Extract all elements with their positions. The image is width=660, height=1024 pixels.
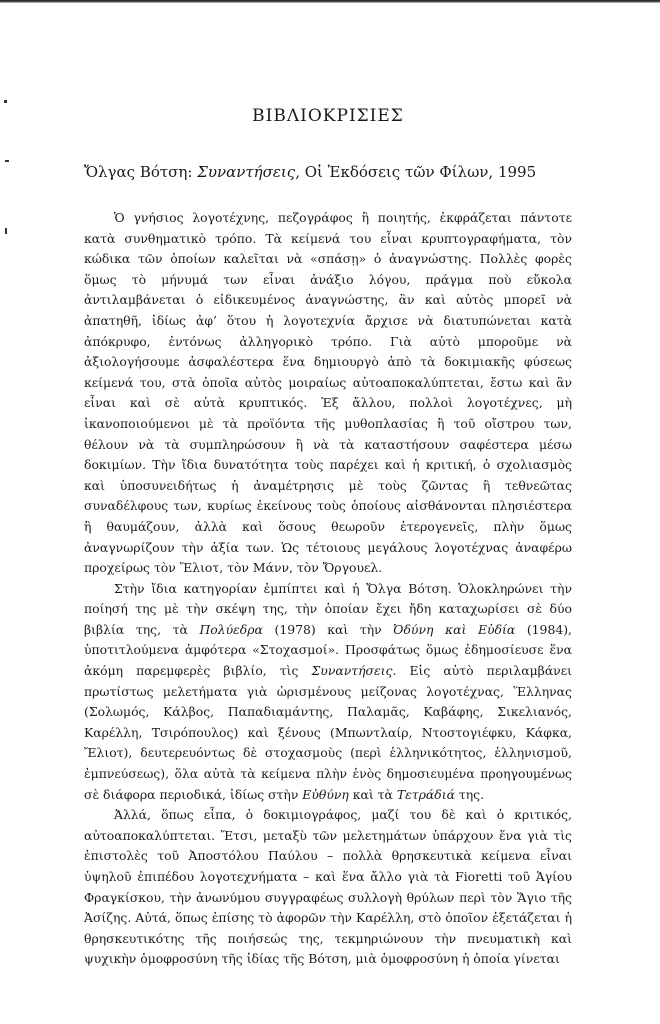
page-title: ΒΙΒΛΙΟΚΡΙΣΙΕΣ — [252, 106, 404, 126]
scan-speck — [5, 160, 9, 162]
paragraph-2-text: καὶ τὰ — [348, 786, 397, 802]
paragraph-1: Ὁ γνήσιος λογοτέχνης, πεζογράφος ἢ ποιητής, ἐκφράζεται πάντοτε κατὰ συνθηματικὸ τρόπο. Τὰ κείμενά του εἶναι κρυπτογραφήματα, τὸν κώδικα τῶν ὁποίων καλεῖται νὰ «σπάσῃ» ὁ ἀναγνώστης. Πολλὲς φορὲς ὅμως τὸ μήνυμά των εἶναι ἀνάξιο λόγου, πράγμα ποὺ εὔκολα ἀντιλαμβάνεται ὁ εἰδικευμένος ἀναγνώστης, ἂν καὶ αὐτὸς μπορεῖ νὰ ἀπατηθῆ, ἰδίως ἀφ’ ὅτου ἡ λογοτεχνία ἄρχισε νὰ διατυπώνεται κατὰ ἀπόκρυφο, ἐντόνως ἀλληγορικὸ τρόπο. Γιὰ αὐτὸ μποροῦμε νὰ ἀξιολογήσουμε ἀσφαλέστερα ἕνα δημιουργὸ ἀπὸ τὰ δοκιμιακῆς φύσεως κείμενά του, στὰ ὁποῖα αὐτὸς μοιραίως αὐτοαποκαλύπτεται, ἔστω καὶ ἂν εἶναι καὶ σὲ αὐτὰ κρυπτικός. Ἐξ ἄλλου, πολλοὶ λογοτέχνες, μὴ ἱκανοποιούμενοι μὲ τὰ προϊόντα τῆς μυθοπλασίας ἢ τοῦ οἴστρου των, θέλουν νὰ τὰ συμπληρώσουν ἢ νὰ τὰ καταστήσουν σαφέστερα μέσω δοκιμίων. Τὴν ἴδια δυνατότητα τοὺς παρέχει καὶ ἡ κριτική, ὁ σχολιασμὸς καὶ ὑποσυνειδήτως ἡ ἀναμέτρησις μὲ τοὺς ζῶντας ἢ τεθνεῶτας συναδέλφους των, κυρίως ἐκείνους τοὺς ὁποίους αἰσθάνονται πλησιέστερα ἢ θαυμάζουν, ἀλλὰ καὶ ὅσους θεωροῦν ἑτερογενεῖς, πλὴν ὅμως ἀναγνωρίζουν τὴν ἀξία των. Ὡς τέτοιους μεγάλους λογοτέχνας ἀναφέρω προχείρως τὸν Ἔλιοτ, τὸν Μάνν, τὸν Ὄργουελ. — [84, 210, 572, 576]
paragraph-2-text: (1984), ὑποτιτλούμενα ἀμφότερα «Στοχασμοί». Προσφάτως ὅμως ἐδημοσίευσε ἕνα ἀκόμη παρεμφερὲς βιβλίο, τὶς — [84, 621, 572, 679]
review-book-title: Συναντήσεις — [197, 163, 296, 181]
paragraph-2-text: Στὴν ἴδια κατηγορίαν ἐμπίπτει καὶ ἡ Ὄλγα Βότση. Ὁλοκληρώνει τὴν ποίησή της μὲ τὴν σκέψη της, τὴν ὁποίαν ἔχει ἤδη καταχωρίσει σὲ δύο βιβλία της, τὰ — [84, 580, 572, 637]
paragraph-3: Ἀλλά, ὅπως εἶπα, ὁ δοκιμιογράφος, μαζί του δὲ καὶ ὁ κριτικός, αὐτοαποκαλύπτεται. Ἔτσι, μεταξὺ τῶν μελετημάτων ὑπάρχουν ἕνα γιὰ τὶς ἐπιστολὲς τοῦ Ἀποστόλου Παύλου – πολλὰ θρησκευτικὰ κείμενα εἶναι ὑψηλοῦ ἐπιπέδου λογοτεχνήματα – καὶ ἕνα ἄλλο γιὰ τὰ Fioretti τοῦ Ἁγίου Φραγκίσκου, τὴν ἀνωνύμου συγγραφέως συλλογὴ θρύλων περὶ τὸν Ἅγιο τῆς Ἀσίζης. Αὐτά, ὅπως ἐπίσης τὸ ἀφορῶν τὴν Καρέλλη, στὸ ὁποῖον ἐξετάζεται ἡ θρησκευτικότης τῆς ποιήσεώς της, τεκμηριώνουν τὴν πνευματικὴ καὶ ψυχικὴν ὁμοφροσύνη τῆς ἰδίας τῆς Βότση, μιὰ ὁμοφροσύνη ἡ ὁποία γίνεται — [84, 807, 572, 967]
paragraph-2-text: της. — [454, 786, 485, 802]
book-title-odyni: Ὀδύνη καὶ Εὐδία — [393, 621, 516, 637]
paragraph-2-text: . Εἰς αὐτὸ περιλαμβάνει πρωτίστως μελετήματα γιὰ ὡρισμένους μείζονας λογοτέχνας, Ἕλληνας (Σολωμός, Κάλβος, Παπαδιαμάντης, Παλαμᾶς, Καβάφης, Σικελιανός, Καρέλλη, Τσιρόπουλος) καὶ ξένους (Μπωντλαίρ, Ντοστογιέφκυ, Κάφκα, Ἔλιοτ), δευτερευόντως δὲ στοχασμοὺς (περὶ ἑλληνικότητος, ἑλληνισμοῦ, ἐμπνεύσεως), ὅλα αὐτὰ τὰ κείμενα πλὴν ἑνὸς δημοσιευμένα προηγουμένως σὲ διάφορα περιοδικά, ἰδίως στὴν — [84, 663, 572, 802]
scan-speck — [5, 228, 7, 234]
review-heading — [84, 162, 572, 182]
book-title-polyedra: Πολύεδρα — [199, 621, 263, 637]
review-publisher: , Οἱ Ἐκδόσεις τῶν Φίλων, 1995 — [295, 163, 537, 181]
journal-title-efthyni: Εὐθύνη — [302, 786, 349, 802]
paragraph-2-text: (1978) καὶ τὴν — [262, 621, 394, 637]
document-page — [84, 96, 572, 970]
journal-title-tetradia: Τετράδιά — [396, 786, 455, 802]
review-body — [84, 208, 572, 970]
review-author: Ὄλγας Βότση: — [84, 163, 198, 181]
paragraph-2 — [84, 579, 572, 806]
scan-speck — [4, 100, 7, 103]
book-title-synantiseis: Συναντήσεις — [311, 663, 393, 679]
scan-edge — [0, 0, 660, 3]
